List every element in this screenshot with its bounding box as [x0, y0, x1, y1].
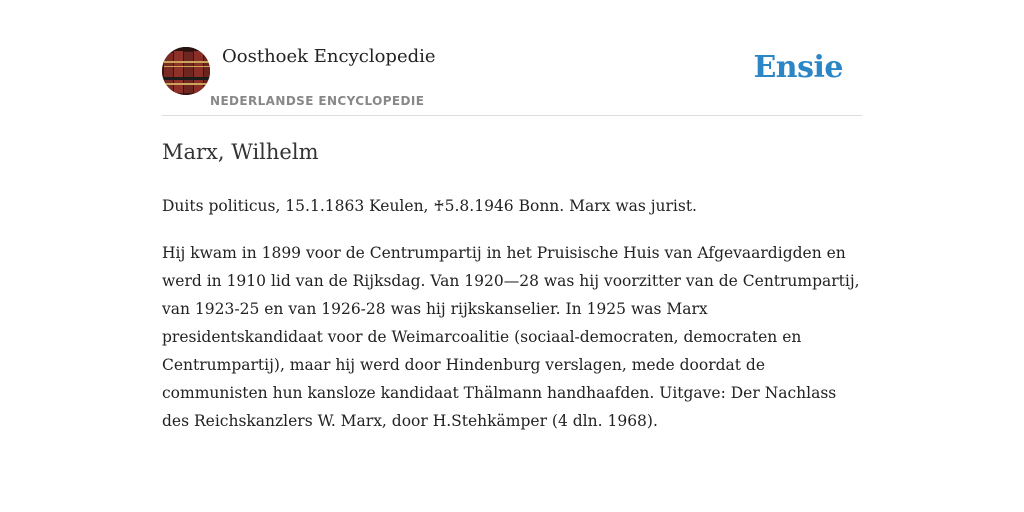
site-header [162, 0, 862, 116]
ensie-logo-link[interactable]: Ensie [753, 50, 843, 85]
article-body: Hij kwam in 1899 voor de Centrumpartij in het Pruisische Huis van Afgevaardigden en werd in 1910 lid van de Rijksdag. Van 1920—28 was hij voorzitter van de Centrumpartij, van 1923-25 en van 1926-28 was hij rijkskanselier. In 1925 was Marx presidentskandidaat voor de Weimarcoalitie (sociaal-democraten, democraten en Centrumpartij), maar hij werd door Hindenburg verslagen, mede doordat de communisten hun kansloze kandidaat Thälmann handhaafden. Uitgave: Der Nachlass des Reichskanzlers W. Marx, door H.Stehkämper (4 dln. 1968). [162, 244, 860, 430]
article-intro [162, 192, 862, 220]
intro-text-after: 5.8.1946 Bonn. Marx was jurist. [444, 197, 697, 215]
encyclopedia-books-icon[interactable] [162, 47, 210, 95]
death-cross-icon: ♰ [433, 197, 445, 215]
page [162, 0, 862, 430]
site-tagline: NEDERLANDSE ENCYCLOPEDIE [210, 94, 425, 108]
article-title: Marx, Wilhelm [162, 140, 319, 164]
article-content [162, 192, 862, 454]
intro-text-before: Duits politicus, 15.1.1863 Keulen, [162, 197, 434, 215]
site-name-link[interactable]: Oosthoek Encyclopedie [222, 46, 436, 67]
